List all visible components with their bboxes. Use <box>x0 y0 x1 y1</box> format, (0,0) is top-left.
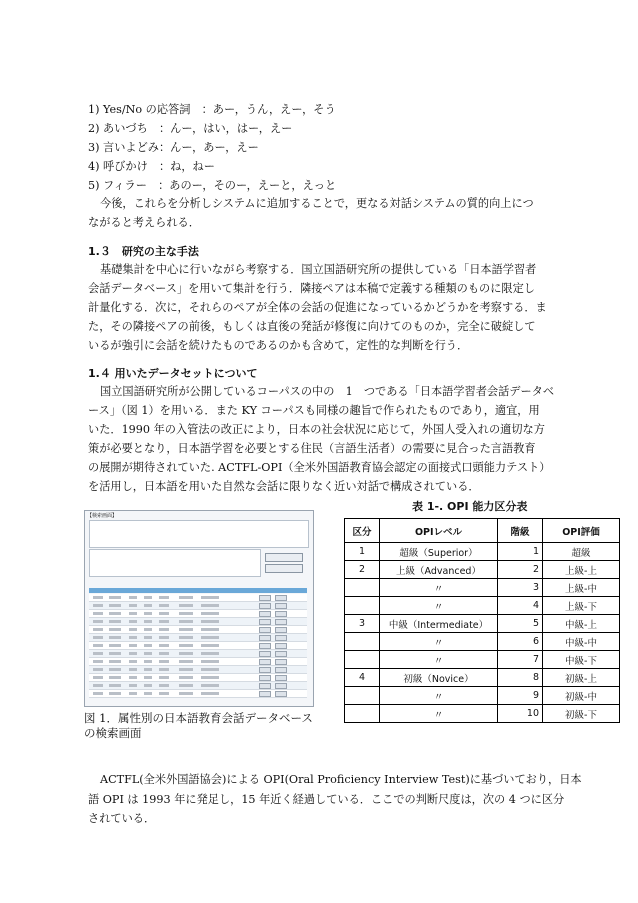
result-row <box>89 658 307 666</box>
section-1-4-line: 策が必要となり，日本語学習を必要とする住民（言語生活者）の需要に見合った言語教育 <box>88 442 536 455</box>
cell-category: 3 <box>345 615 380 633</box>
cell-category: 2 <box>345 561 380 579</box>
cell-category <box>345 579 380 597</box>
result-row <box>89 650 307 658</box>
cell-rank: 7 <box>498 651 543 669</box>
cell-opi-evaluation: 初級-中 <box>543 687 620 705</box>
table-row <box>345 651 620 669</box>
cell-rank: 4 <box>498 597 543 615</box>
cell-opi-level: 〃 <box>380 687 498 705</box>
section-heading-1-4: 1.４ 用いたデータセットについて <box>88 367 258 380</box>
cell-category: 4 <box>345 669 380 687</box>
result-row <box>89 682 307 690</box>
section-1-4-line: 国立国語研究所が公開しているコーパスの中の 1 つである「日本語学習者会話データベ <box>100 385 555 398</box>
table-row <box>345 687 620 705</box>
section-1-3-line: 基礎集計を中心に行いながら考察する．国立国語研究所の提供している「日本語学習者 <box>100 263 537 276</box>
result-row <box>89 642 307 650</box>
result-row <box>89 602 307 610</box>
col-header-category: 区分 <box>345 519 380 543</box>
cell-category: 1 <box>345 543 380 561</box>
section-1-4-line: いた．1990 年の入管法の改正により，日本の社会状況に応じて，外国人受入れの適切な方 <box>88 423 545 436</box>
cell-rank: 6 <box>498 633 543 651</box>
cell-opi-evaluation: 初級-上 <box>543 669 620 687</box>
cell-category <box>345 651 380 669</box>
filler-item-3: 3) 言いよどみ：んー，あー，えー <box>88 141 259 154</box>
database-search-screenshot <box>84 510 314 707</box>
section-1-4-line: ース」（図 1）を用いる．また KY コーパスも同様の趣旨で作られたものであり，適宜，用 <box>88 404 540 417</box>
result-row <box>89 626 307 634</box>
table-row <box>345 669 620 687</box>
col-header-opi-level: OPIレベル <box>380 519 498 543</box>
table-row <box>345 615 620 633</box>
table-header-row <box>345 519 620 543</box>
opi-level-table <box>344 518 620 723</box>
result-row <box>89 610 307 618</box>
clear-button <box>265 564 303 573</box>
table-title: 表 1-. OPI 能力区分表 <box>412 500 528 513</box>
cell-category <box>345 705 380 723</box>
cell-opi-evaluation: 中級-上 <box>543 615 620 633</box>
cell-rank: 8 <box>498 669 543 687</box>
cell-opi-level: 超級（Superior） <box>380 543 498 561</box>
table-row <box>345 633 620 651</box>
result-row <box>89 690 307 698</box>
section-1-3-line: いるが強引に会話を続けたものであるのかも含めて，定性的な判断を行う． <box>88 339 469 352</box>
cell-opi-level: 〃 <box>380 705 498 723</box>
section-heading-1-3: 1.３ 研究の主な手法 <box>88 245 199 258</box>
closing-paragraph-line: 語 OPI は 1993 年に発足し，15 年近く経過している．ここでの判断尺度は，次の 4 つに区分 <box>88 793 565 806</box>
search-criteria-panel <box>89 520 309 548</box>
cell-opi-evaluation: 上級-上 <box>543 561 620 579</box>
cell-category <box>345 597 380 615</box>
section-1-3-line: 計量化する．次に，それらのペアが全体の会話の促進になっているかどうかを考察する．ま <box>88 301 547 314</box>
cell-opi-evaluation: 初級-下 <box>543 705 620 723</box>
result-row <box>89 666 307 674</box>
section-1-3-line: 会話データベース」を用いて集計を行う．隣接ペアは本稿で定義する種類のものに限定し <box>88 282 535 295</box>
results-header-bar <box>89 588 307 593</box>
cell-opi-evaluation: 超級 <box>543 543 620 561</box>
cell-opi-level: 〃 <box>380 651 498 669</box>
cell-opi-level: 初級（Novice） <box>380 669 498 687</box>
cell-category <box>345 687 380 705</box>
section-1-3-line: た，その隣接ペアの前後，もしくは直後の発話が修復に向けてのものか，完全に破綻して <box>88 320 536 333</box>
filler-item-1: 1) Yes/No の応答詞 ：あー，うん，えー，そう <box>88 103 336 116</box>
section-1-4-line: を活用し，日本語を用いた自然な会話に限りなく近い対話で構成されている． <box>88 480 480 493</box>
cell-rank: 2 <box>498 561 543 579</box>
col-header-rank: 階級 <box>498 519 543 543</box>
intro-paragraph-line: ながると考えられる． <box>88 216 200 229</box>
table-row <box>345 705 620 723</box>
cell-rank: 5 <box>498 615 543 633</box>
figure-1-caption: 図 1．属性別の日本語教育会話データベース の検索画面 <box>84 711 313 740</box>
search-button <box>265 553 303 562</box>
result-row <box>89 618 307 626</box>
cell-opi-level: 〃 <box>380 597 498 615</box>
cell-opi-level: 〃 <box>380 579 498 597</box>
screen-title: 【検索画面】 <box>87 513 118 519</box>
result-row <box>89 594 307 602</box>
cell-opi-level: 上級（Advanced） <box>380 561 498 579</box>
col-header-opi-evaluation: OPI評価 <box>543 519 620 543</box>
filler-item-4: 4) 呼びかけ ：ね，ねー <box>88 160 215 173</box>
table-row <box>345 543 620 561</box>
result-row <box>89 634 307 642</box>
cell-opi-evaluation: 上級-中 <box>543 579 620 597</box>
filler-item-5: 5) フィラー ：あのー，そのー，えーと，えっと <box>88 179 337 192</box>
cell-rank: 1 <box>498 543 543 561</box>
table-row <box>345 579 620 597</box>
table-row <box>345 561 620 579</box>
cell-opi-evaluation: 中級-下 <box>543 651 620 669</box>
cell-rank: 10 <box>498 705 543 723</box>
closing-paragraph-line: ACTFL(全米外国語協会)による OPI(Oral Proficiency Interview Test)に基づいており，日本 <box>100 773 582 786</box>
intro-paragraph-line: 今後，これらを分析しシステムに追加することで，更なる対話システムの質的向上につ <box>100 197 534 210</box>
closing-paragraph-line: されている． <box>88 812 156 825</box>
table-row <box>345 597 620 615</box>
cell-opi-evaluation: 中級-中 <box>543 633 620 651</box>
section-1-4-line: の展開が期待されていた. ACTFL-OPI（全米外国語教育協会認定の面接式口頭能力テスト） <box>88 461 551 474</box>
result-row <box>89 674 307 682</box>
cell-rank: 9 <box>498 687 543 705</box>
cell-opi-level: 〃 <box>380 633 498 651</box>
search-criteria-panel-lower <box>89 549 261 577</box>
cell-opi-evaluation: 上級-下 <box>543 597 620 615</box>
cell-category <box>345 633 380 651</box>
filler-item-2: 2) あいづち ：んー，はい，はー，えー <box>88 122 293 135</box>
cell-opi-level: 中級（Intermediate） <box>380 615 498 633</box>
cell-rank: 3 <box>498 579 543 597</box>
